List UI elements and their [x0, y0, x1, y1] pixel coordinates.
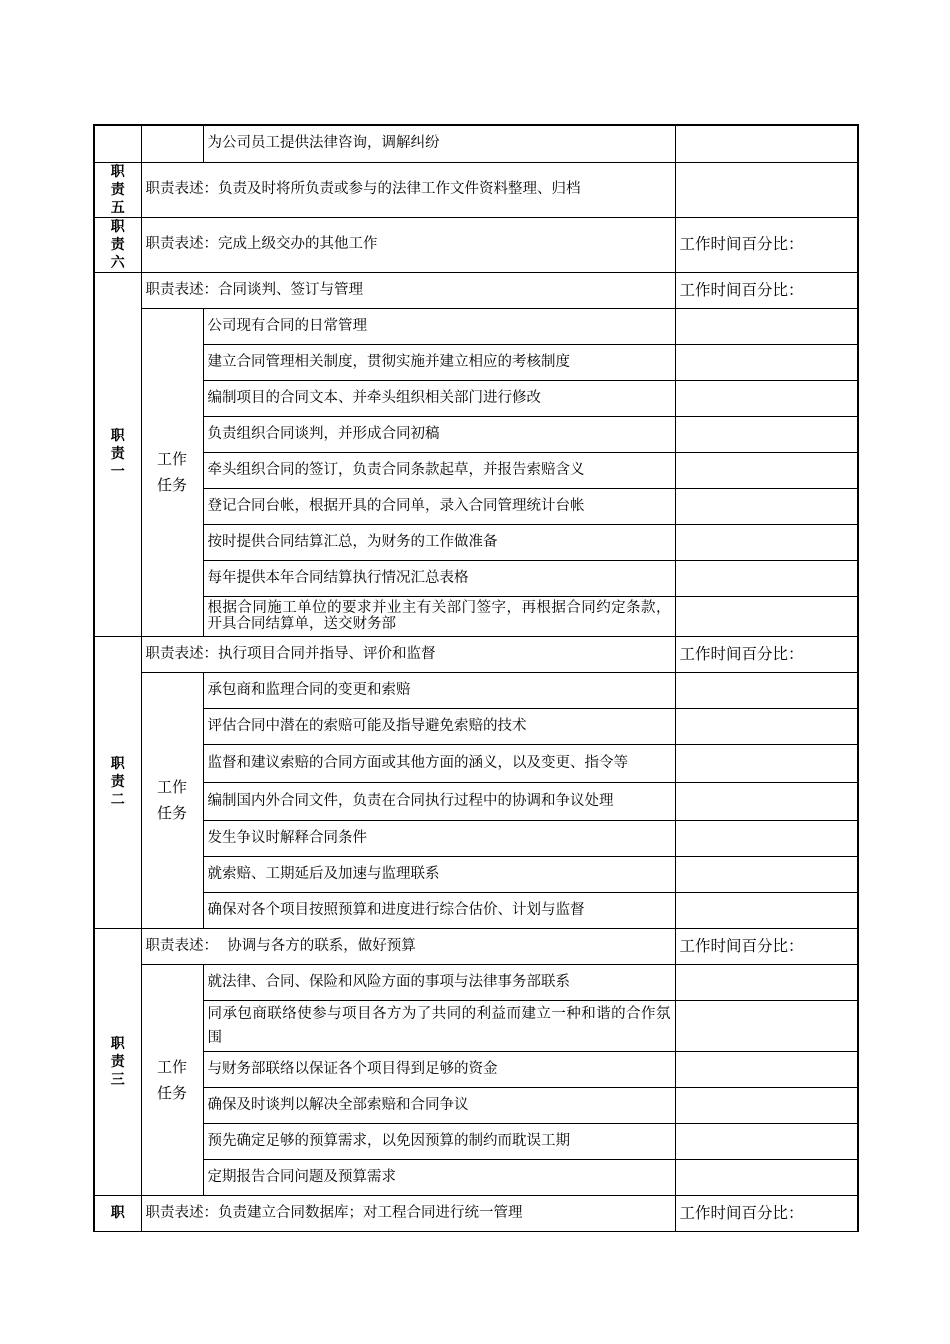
empty-cell — [141, 125, 203, 162]
task-text: 牵头组织合同的签订，负责合同条款起草，并报告索赔含义 — [203, 452, 675, 488]
duty-one-label: 职责一 — [94, 272, 141, 636]
empty-cell — [94, 125, 141, 162]
table-row — [94, 820, 858, 856]
empty-cell — [675, 125, 858, 162]
table-row — [94, 744, 858, 782]
empty-cell — [675, 856, 858, 892]
duty-one-statement: 职责表述：合同谈判、签订与管理 — [141, 272, 675, 308]
job-duty-table — [93, 124, 859, 1232]
empty-cell — [675, 708, 858, 744]
empty-cell — [675, 892, 858, 928]
empty-cell — [675, 964, 858, 1000]
table-row — [94, 488, 858, 524]
task-text: 为公司员工提供法律咨询，调解纠纷 — [203, 125, 675, 162]
empty-cell — [675, 782, 858, 820]
table-row — [94, 964, 858, 1000]
time-percentage-label: 工作时间百分比： — [675, 928, 858, 964]
table-row — [94, 1051, 858, 1087]
empty-cell — [675, 524, 858, 560]
task-text: 登记合同台帐，根据开具的合同单，录入合同管理统计台帐 — [203, 488, 675, 524]
table-row — [94, 708, 858, 744]
task-text: 编制项目的合同文本、并牵头组织相关部门进行修改 — [203, 380, 675, 416]
duty-one-statement-row — [94, 272, 858, 308]
time-percentage-label: 工作时间百分比： — [675, 217, 858, 272]
task-text: 建立合同管理相关制度，贯彻实施并建立相应的考核制度 — [203, 344, 675, 380]
empty-cell — [675, 1087, 858, 1123]
time-percentage-label: 工作时间百分比： — [675, 1195, 858, 1231]
task-text: 评估合同中潜在的索赔可能及指导避免索赔的技术 — [203, 708, 675, 744]
duty-six-label: 职责六 — [94, 217, 141, 272]
task-text: 确保对各个项目按照预算和进度进行综合估价、计划与监督 — [203, 892, 675, 928]
duty-two-statement-row — [94, 636, 858, 672]
empty-cell — [675, 1123, 858, 1159]
table-row — [94, 524, 858, 560]
table-row — [94, 1123, 858, 1159]
table-row — [94, 380, 858, 416]
empty-cell — [675, 308, 858, 344]
task-text: 预先确定足够的预算需求，以免因预算的制约而耽误工期 — [203, 1123, 675, 1159]
duty-table-page — [93, 124, 857, 1222]
duty-five-row — [94, 162, 858, 217]
task-text: 发生争议时解释合同条件 — [203, 820, 675, 856]
task-text: 编制国内外合同文件，负责在合同执行过程中的协调和争议处理 — [203, 782, 675, 820]
duty-three-label: 职责三 — [94, 928, 141, 1195]
task-text: 定期报告合同问题及预算需求 — [203, 1159, 675, 1195]
task-text: 承包商和监理合同的变更和索赔 — [203, 672, 675, 708]
table-row — [94, 125, 858, 162]
table-row — [94, 416, 858, 452]
table-row — [94, 856, 858, 892]
empty-cell — [675, 1000, 858, 1051]
work-task-label: 工作任务 — [141, 964, 203, 1195]
empty-cell — [675, 596, 858, 636]
empty-cell — [675, 672, 858, 708]
time-percentage-label: 工作时间百分比： — [675, 636, 858, 672]
empty-cell — [675, 416, 858, 452]
task-text: 负责组织合同谈判，并形成合同初稿 — [203, 416, 675, 452]
empty-cell — [675, 488, 858, 524]
empty-cell — [675, 380, 858, 416]
work-task-label: 工作任务 — [141, 672, 203, 928]
duty-two-statement: 职责表述：执行项目合同并指导、评价和监督 — [141, 636, 675, 672]
duty-four-statement: 职责表述：负责建立合同数据库；对工程合同进行统一管理 — [141, 1195, 675, 1231]
table-row — [94, 1159, 858, 1195]
task-text: 按时提供合同结算汇总，为财务的工作做准备 — [203, 524, 675, 560]
table-row — [94, 596, 858, 636]
table-row — [94, 672, 858, 708]
table-row — [94, 560, 858, 596]
empty-cell — [675, 744, 858, 782]
table-row — [94, 452, 858, 488]
duty-three-statement-row — [94, 928, 858, 964]
task-text: 每年提供本年合同结算执行情况汇总表格 — [203, 560, 675, 596]
empty-cell — [675, 344, 858, 380]
empty-cell — [675, 1159, 858, 1195]
table-row — [94, 1087, 858, 1123]
task-text: 公司现有合同的日常管理 — [203, 308, 675, 344]
duty-three-statement: 职责表述： 协调与各方的联系，做好预算 — [141, 928, 675, 964]
table-row — [94, 782, 858, 820]
task-text: 与财务部联络以保证各个项目得到足够的资金 — [203, 1051, 675, 1087]
duty-four-label: 职 — [94, 1195, 141, 1231]
empty-cell — [675, 1051, 858, 1087]
task-text: 监督和建议索赔的合同方面或其他方面的涵义，以及变更、指令等 — [203, 744, 675, 782]
time-percentage-label: 工作时间百分比： — [675, 272, 858, 308]
task-text: 就法律、合同、保险和风险方面的事项与法律事务部联系 — [203, 964, 675, 1000]
duty-five-label: 职责五 — [94, 162, 141, 217]
table-row — [94, 1000, 858, 1051]
duty-four-statement-row — [94, 1195, 858, 1231]
duty-two-label: 职责二 — [94, 636, 141, 928]
table-row — [94, 892, 858, 928]
empty-cell — [675, 162, 858, 217]
work-task-label: 工作任务 — [141, 308, 203, 636]
empty-cell — [675, 560, 858, 596]
task-text: 确保及时谈判以解决全部索赔和合同争议 — [203, 1087, 675, 1123]
task-text: 就索赔、工期延后及加速与监理联系 — [203, 856, 675, 892]
task-text: 同承包商联络使参与项目各方为了共同的利益而建立一种和谐的合作氛围 — [203, 1000, 675, 1051]
duty-six-row — [94, 217, 858, 272]
duty-five-statement: 职责表述：负责及时将所负责或参与的法律工作文件资料整理、归档 — [141, 162, 675, 217]
empty-cell — [675, 452, 858, 488]
empty-cell — [675, 820, 858, 856]
table-row — [94, 344, 858, 380]
duty-six-statement: 职责表述：完成上级交办的其他工作 — [141, 217, 675, 272]
table-row — [94, 308, 858, 344]
task-text: 根据合同施工单位的要求并业主有关部门签字，再根据合同约定条款，开具合同结算单，送交财务部 — [203, 596, 675, 636]
